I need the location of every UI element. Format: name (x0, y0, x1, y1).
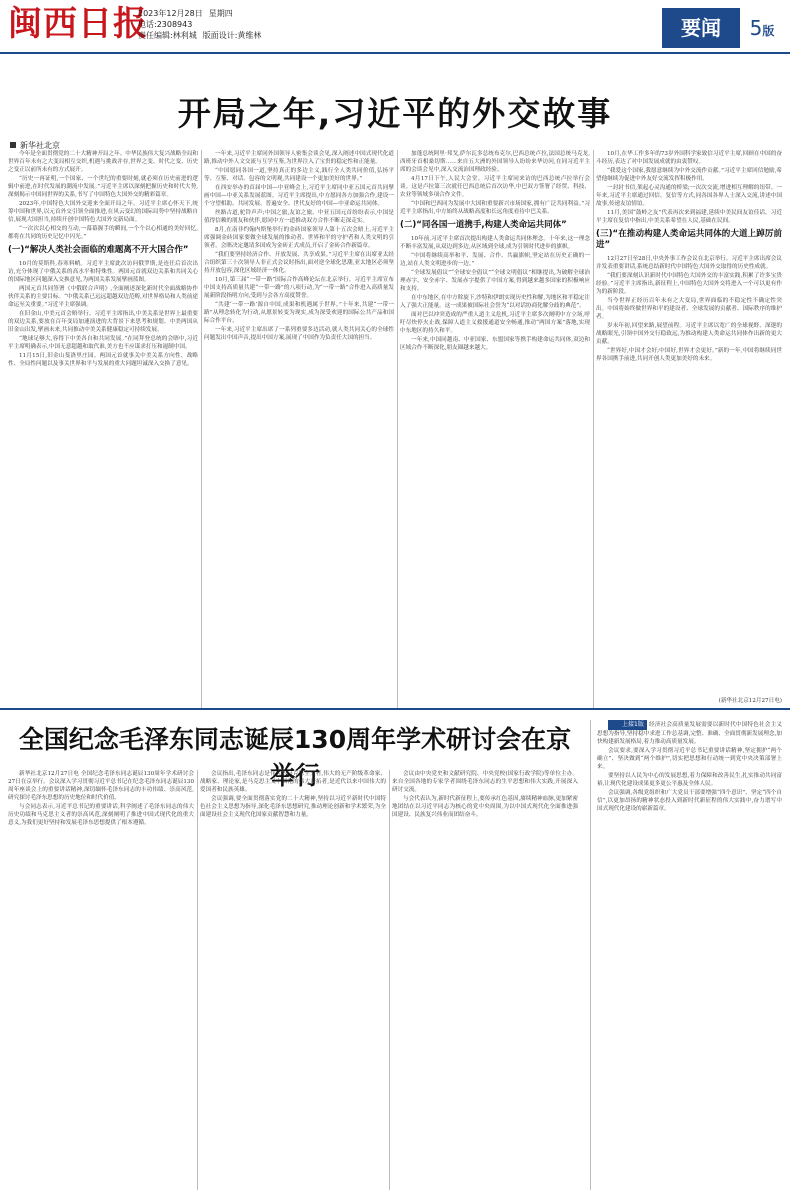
article1-column-3 (400, 150, 590, 710)
article2-column-1 (8, 770, 194, 1190)
section-divider (0, 708, 790, 710)
sidebar-paragraph: 会议强调,各级党组织和广大党员干部要增强“四个意识”、坚定“四个自信”,以更加昂扬的精神状态投入到新时代新征程的伟大实践中,奋力谱写中国式现代化建设的崭新篇章。 (597, 790, 782, 812)
article-paragraph: “我们要深刻认识新时代中国特色大国外交的丰富实践,积累了许多宝贵经验。”习近平主席指出,新征程上,中国特色大国外交将进入一个可以更有作为的新阶段。 (596, 273, 782, 295)
article-paragraph: 会议指出,毛泽东同志是伟大的马克思主义者,伟大的无产阶级革命家、战略家、理论家,是马克思主义中国化的伟大开拓者,是近代以来中国伟大的爱国者和民族英雄。 (200, 771, 386, 793)
edition-code: 电话:2308943 (138, 20, 193, 29)
article-paragraph: 在中东地区,在中方斡旋下,沙特和伊朗实现历史性和解,为地区和平稳定注入了强大正能量。这一成果被国际社会誉为“以对话协商化解分歧的典范”。 (400, 295, 590, 309)
section-subheading: (一)“解决人类社会面临的难题离不开大国合作” (8, 245, 189, 255)
issue-weekday: 星期四 (208, 9, 233, 18)
issue-meta (138, 8, 261, 41)
article-paragraph: 一年来,习近平主席出席了一系列重要多边活动,就人类共同关心的全球性问题发出中国声音,提出中国方案,展现了中国作为负责任大国的担当。 (204, 327, 394, 341)
article-paragraph: 10月,在华工作多年的73岁外国科学家致信习近平主席,回顾在中国的奋斗经历,表达了对中国发展成就的由衷赞叹。 (596, 151, 782, 165)
newspaper-logo: 闽西日报 (8, 4, 148, 44)
issue-date: 2023年12月28日 (138, 9, 203, 18)
article-paragraph: 今年是全面贯彻党的二十大精神开局之年。中华民族伟大复兴战略全局和世界百年未有之大变局相互交织,机遇与挑战并存,世界之变、时代之变、历史之变正以前所未有的方式展开。 (8, 151, 198, 173)
article-paragraph: “中国将继续高举和平、发展、合作、共赢旗帜,坚定站在历史正确的一边,站在人类文明进步的一边。” (400, 253, 590, 267)
sidebar-text (597, 720, 782, 813)
article-paragraph: 加蓬总统阿里·邦戈,萨尔瓦多总统布克尔,巴西总统卢拉,法国总统马克龙,西班牙首相桑切斯……来自五大洲的外国领导人纷纷来华访问,在同习近平主席的会谈会见中,深入交流治国理政经验。 (400, 151, 590, 173)
article-paragraph: 岁末年初,回望来路,展望前程。习近平主席以宽广的全球视野、深邃的战略眼光,引领中国外交行稳致远,为推动构建人类命运共同体作出新的更大贡献。 (596, 323, 782, 345)
article-paragraph: 8月,在南非约翰内斯堡举行的金砖国家领导人第十五次会晤上,习近平主席强调金砖国家要做全球发展的推动者、世界和平的守护者和人类文明的引领者。会晤决定邀请多国成为金砖正式成员,开启了金砖合作新篇章。 (204, 227, 394, 249)
article-paragraph: “中国愿同各国一道,坚持真正的多边主义,践行全人类共同价值,弘扬平等、互鉴、对话、包容的文明观,共同建设一个更加美好的世界。” (204, 168, 394, 182)
column-divider (201, 150, 202, 710)
article-paragraph: 一年来,中国同越南、中亚国家、东盟国家等携手构建命运共同体,双边和区域合作不断深化,朋友圈越来越大。 (400, 337, 590, 351)
article-paragraph: 在西安举办的首届中国—中亚峰会上,习近平主席同中亚五国元首共同擘画中国—中亚关系发展蓝图。习近平主席提出,中方愿同各方加强合作,建设一个守望相助、共同发展、普遍安全、世代友好的中国—中亚命运共同体。 (204, 185, 394, 207)
sidebar-paragraph: 要坚持以人民为中心的发展思想,着力保障和改善民生,扎实推动共同富裕,让现代化建设成果更多更公平惠及全体人民。 (597, 773, 782, 787)
continued-label: 上接1版 (608, 720, 647, 730)
article-paragraph: “共建‘一带一路’源自中国,成果和机遇属于世界。”十年来,共建“一带一路”从理念转化为行动,从愿景转变为现实,成为深受欢迎的国际公共产品和国际合作平台。 (204, 302, 394, 324)
top-rule (0, 52, 790, 54)
section-tab: 要闻 (662, 8, 740, 48)
article-paragraph: “我爱这个国家,我愿意继续为中外交流作贡献。”习近平主席回信勉励,希望他继续为促进中外友好交流发挥积极作用。 (596, 168, 782, 182)
sidebar-first-paragraph: 上接1版 经济社会高质量发展需要以新时代中国特色社会主义思想为指导,坚持稳中求进工作总基调,完整、准确、全面贯彻新发展理念,加快构建新发展格局,着力推动高质量发展。 (597, 721, 782, 745)
article-paragraph: “地球足够大,容得下中美各自和共同发展。”在同拜登总统的会晤中,习近平主席明确表示,中国无意超越和取代谁,美方也不应谋求打压和遏制中国。 (8, 336, 198, 350)
article-paragraph: “中国和巴西同为发展中大国和重要新兴市场国家,拥有广泛共同利益。”习近平主席指出,中方始终从战略高度和长远角度看待中巴关系。 (400, 201, 590, 215)
article1-column-1 (8, 150, 198, 710)
article-paragraph: 10月的莫斯科,春寒料峭。习近平主席此次访问俄罗斯,是连任后首次出访,充分体现了中俄关系的高水平和特殊性。两国元首就双边关系和共同关心的国际地区问题深入交换意见,为两国关系发展擘画蓝图。 (8, 261, 198, 283)
article-paragraph: 新华社北京12月27日电 全国纪念毛泽东同志诞辰130周年学术研讨会27日在京举行。会议深入学习贯彻习近平总书记在纪念毛泽东同志诞辰130周年座谈会上的重要讲话精神,深切缅怀毛泽东同志的丰功伟绩、崇高风范,研究探讨毛泽东思想的历史地位和时代价值。 (8, 771, 194, 801)
article-paragraph: 一封封书信,架起心灵沟通的桥梁;一次次交流,增进相互理解的纽带。一年来,习近平主席通过回信、复信等方式,同各国各界人士深入交流,讲述中国故事,传递友谊情谊。 (596, 185, 782, 207)
page-number-value: 5 (749, 16, 763, 40)
article-paragraph: 4月17日下午,人民大会堂。习近平主席同来访的巴西总统卢拉举行会谈。这是卢拉第三次就任巴西总统后首次访华,中巴双方签署了经贸、科技、农业等领域多项合作文件。 (400, 176, 590, 198)
article-paragraph: “历史一再证明,一个国家、一个世纪的重要时刻,就必须在历史前进的逻辑中前进,在时代发展的潮流中发展。”习近平主席以深刻把握历史和时代大势,深刻揭示中国同世界的关系,书写了中国特色大国外交的精彩篇章。 (8, 176, 198, 198)
article-paragraph: 面对巴以冲突造成的严重人道主义危机,习近平主席多次阐明中方立场,呼吁尽快停火止战,保障人道主义救援通道安全畅通,推动“两国方案”落地,实现中东地区的持久和平。 (400, 312, 590, 334)
article1-column-2 (204, 150, 394, 710)
sidebar-paragraph: 会议要求,要深入学习贯彻习近平总书记重要讲话精神,坚定拥护“两个确立”、坚决做到“两个维护”,切实把思想和行动统一到党中央决策部署上来。 (597, 748, 782, 770)
article-paragraph: “我们要坚持经济合作、开放发展、共享成果。”习近平主席在出席亚太经合组织第三十次领导人非正式会议时指出,面对逆全球化思潮,亚太地区必须坚持开放包容,深化区域经济一体化。 (204, 252, 394, 274)
article-paragraph: 11月,美国“鼓岭之友”代表再次来到福建,延续中美民间友谊佳话。习近平主席在复信中指出,中美关系希望在人民,基础在民间。 (596, 210, 782, 224)
article-paragraph: 12月27日至28日,中央外事工作会议在北京举行。习近平主席出席会议并发表重要讲话,系统总结新时代中国特色大国外交取得的历史性成就。 (596, 256, 782, 270)
byline: 新华社北京 (10, 140, 60, 151)
article1-column-4 (596, 150, 782, 705)
masthead (0, 0, 790, 52)
article-paragraph: 当今世界正经历百年未有之大变局,世界面临的不稳定性不确定性突出。中国将始终做世界和平的建设者、全球发展的贡献者、国际秩序的维护者。 (596, 298, 782, 320)
second-headline: 全国纪念毛泽东同志诞辰130周年学术研讨会在京举行 (18, 725, 572, 790)
article-paragraph: 两国元首共同签署《中俄联合声明》,全面阐述深化新时代全面战略协作伙伴关系的主要目标。“中俄关系已远远超越双边范畴,对世界格局和人类前途命运至关重要。”习近平主席强调。 (8, 286, 198, 308)
article-paragraph: “一次次以心相交的互动,一幕幕握手的瞬间,一个个以心相通的美好回忆,都将在共同的历史记忆中闪光。” (8, 226, 198, 240)
article-paragraph: 2023年,中国特色大国外交迎来全面开局之年。习近平主席心怀天下,统筹中国和世界,以元首外交引领全面推进,在风云变幻的国际局势中坚持战略自信,展现大国担当,持续开创中国特色大国外交新局面。 (8, 201, 198, 223)
continued-sidebar (590, 720, 782, 1190)
column-divider (197, 770, 198, 1190)
dateline-note: (新华社北京12月27日电) (718, 698, 782, 704)
article-paragraph: 与会代表认为,新时代新征程上,要传承红色基因,赓续精神血脉,更加紧密地团结在以习近平同志为核心的党中央周围,为以中国式现代化全面推进强国建设、民族复兴伟业而团结奋斗。 (392, 796, 578, 818)
proofreader: 版面设计:黄维林 (202, 31, 262, 40)
article-paragraph: “世界好,中国才会好;中国好,世界才会更好。”新的一年,中国将继续同世界各国携手前进,共同开创人类更加美好的未来。 (596, 348, 782, 362)
article-paragraph: “全球发展倡议”“全球安全倡议”“全球文明倡议”相继提出,为破解全球治理赤字、安全赤字、发展赤字提供了中国方案,得到越来越多国家的积极响应和支持。 (400, 270, 590, 292)
article-paragraph: 与会同志表示,习近平总书记的重要讲话,科学阐述了毛泽东同志的伟大历史功绩和马克思主义者的崇高风范,深刻阐明了推进中国式现代化的重大意义,为我们更好坚持和发展毛泽东思想提供了根本遵循。 (8, 804, 194, 826)
article-paragraph: 一年来,习近平主席同外国领导人密集会谈会见,深入阐述中国式现代化道路,推动中外人文交流与互学互鉴,为世界注入了宝贵的稳定性和正能量。 (204, 151, 394, 165)
article-paragraph: 10年前,习近平主席首次提出构建人类命运共同体理念。十年来,这一理念不断丰富发展,从双边到多边,从区域到全球,成为引领时代进步的旗帜。 (400, 236, 590, 250)
main-headline: 开局之年,习近平的外交故事 (177, 94, 613, 133)
article-paragraph: 11月15日,旧金山斐洛里庄园。两国元首就事关中美关系方向性、战略性、全局性问题以及事关世界和平与发展的重大问题坦诚深入交换了意见。 (8, 353, 198, 367)
article-paragraph: 10月,第三届“一带一路”国际合作高峰论坛在北京举行。习近平主席宣布中国支持高质量共建“一带一路”的八项行动,为“一带一路”合作进入高质量发展新阶段指明方向,受到与会各方高度赞誉。 (204, 277, 394, 299)
page-suffix: 版 (762, 24, 775, 38)
article-paragraph: 丝路古道,驼铃声声;中国之旅,友谊之旅。中亚五国元首纷纷表示,中国是值得信赖的朋友和伙伴,愿同中方一道推动双方合作不断走深走实。 (204, 210, 394, 224)
page-number (742, 8, 782, 48)
column-divider (397, 150, 398, 710)
article2-column-3 (392, 770, 578, 1190)
column-divider (389, 770, 390, 1190)
section-subheading: (二)“同各国一道携手,构建人类命运共同体” (400, 220, 567, 230)
article-paragraph: 在旧金山,中美元首会晤举行。习近平主席指出,中美关系是世界上最重要的双边关系,要放在百年变局加速演进的大背景下来思考和规划。中美两国从旧金山出发,擘画未来,共同推动中美关系健康稳定可持续发展。 (8, 311, 198, 333)
section-subheading: (三)“在推动构建人类命运共同体的大道上踔厉前进” (596, 229, 782, 250)
column-divider (593, 150, 594, 710)
article-paragraph: 会议强调,要全面贯彻落实党的二十大精神,坚持以习近平新时代中国特色社会主义思想为指导,深化毛泽东思想研究,推动理论创新和学术繁荣,为全面建设社会主义现代化国家贡献智慧和力量。 (200, 796, 386, 818)
editor: 责任编辑:林利城 (138, 31, 197, 40)
article-paragraph: 会议由中央党史和文献研究院、中央党校(国家行政学院)等单位主办。来自全国各地的专家学者围绕毛泽东同志的生平思想和伟大实践,开展深入研讨交流。 (392, 771, 578, 793)
article2-column-2 (200, 770, 386, 1190)
